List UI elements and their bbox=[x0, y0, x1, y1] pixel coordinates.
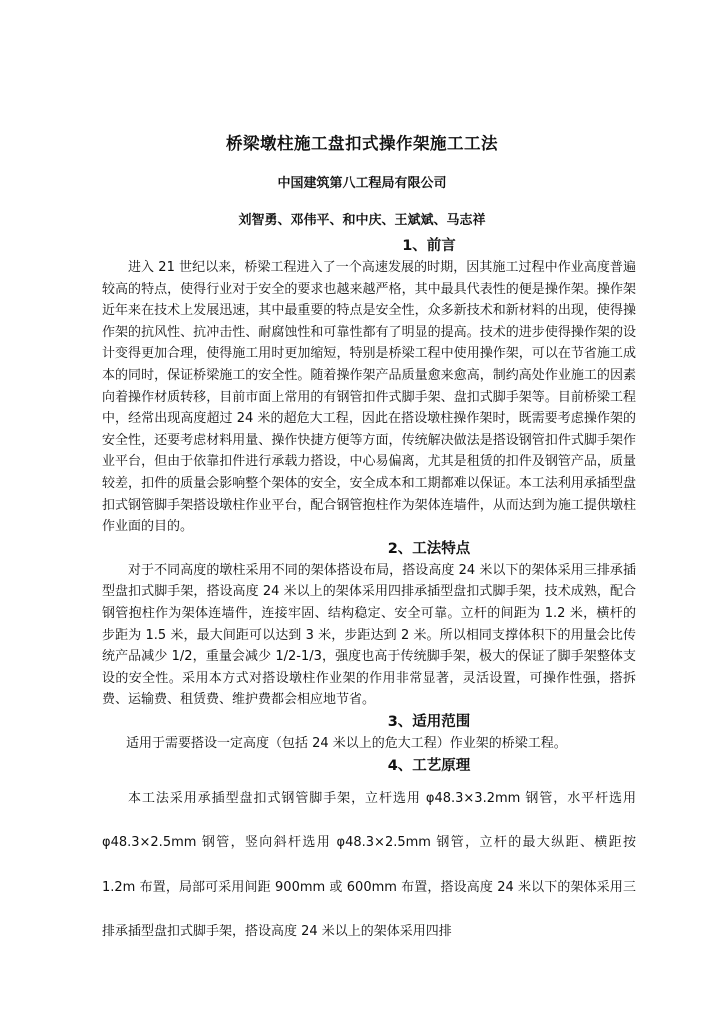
section-text-features: 对于不同高度的墩柱采用不同的架体搭设布局，搭设高度 24 米以下的架体采用三排承插型盘扣式脚手架，搭设高度 24 米以上的架体采用四排承插型盘扣式脚手架，技术成熟，配合钢管抱柱作为架体连墙件，连接牢固、结构稳定、安全可靠。立杆的间距为 1.2 米，横杆的步距为 1.5 米，最大间距可以达到 3 米，步距达到 2 米。所以相同支撑体积下的用量会比传统产品减少 1/2，重量会减少 1/2-1/3，强度也高于传统脚手架，极大的保证了脚手架整体支设的安全性。采用本方式对搭设墩柱作业架的作用非常显著，灵活设置，可操作性强，搭拆费、运输费、租赁费、维护费都会相应地节省。 bbox=[102, 562, 636, 708]
document-body bbox=[102, 235, 636, 955]
section-heading-principle: 4、工艺原理 bbox=[387, 757, 471, 774]
section-text-scope: 适用于需要搭设一定高度（包括 24 米以上的危大工程）作业架的桥梁工程。 bbox=[126, 735, 567, 751]
section-heading-features: 2、工法特点 bbox=[387, 540, 471, 557]
section-heading-scope: 3、适用范围 bbox=[387, 713, 471, 730]
section-text-preface: 进入 21 世纪以来，桥梁工程进入了一个高速发展的时期，因其施工过程中作业高度普遍较高的特点，使得行业对于安全的要求也越来越严格，其中最具代表性的便是操作架。操作架近年来在技术上发展迅速，其中最重要的特点是安全性，众多新技术和新材料的出现，使得操作架的抗风性、抗冲击性、耐腐蚀性和可靠性都有了明显的提高。技术的进步使得操作架的设计变得更加合理，使得施工用时更加缩短，特别是桥梁工程中使用操作架，可以在节省施工成本的同时，保证桥梁施工的安全性。随着操作架产品质量愈来愈高，制约高处作业施工的因素向着操作材质转移，目前市面上常用的有钢管扣件式脚手架、盘扣式脚手架等。目前桥梁工程中，经常出现高度超过 24 米的超危大工程，因此在搭设墩柱操作架时，既需要考虑操作架的安全性，还要考虑材料用量、操作快捷方便等方面，传统解决做法是搭设钢管扣件式脚手架作业平台，但由于依靠扣件进行承载力搭设，中心易偏离，尤其是租赁的扣件及钢管产品，质量较差，扣件的质量会影响整个架体的安全，安全成本和工期都难以保证。本工法利用承插型盘扣式钢管脚手架搭设墩柱作业平台，配合钢管抱柱作为架体连墙件，从而达到为施工提供墩柱作业面的目的。 bbox=[102, 260, 636, 535]
section-text-principle: 本工法采用承插型盘扣式钢管脚手架，立杆选用 φ48.3×3.2mm 钢管，水平杆选用 φ48.3×2.5mm 钢管，竖向斜杆选用 φ48.3×2.5mm 钢管，立杆的最大纵距、横距按 1.2m 布置，局部可采用间距 900mm 或 600mm 布置，搭设高度 24 米以下的架体采用三排承插型盘扣式脚手架，搭设高度 24 米以上的架体采用四排 bbox=[102, 790, 636, 940]
organization-name: 中国建筑第八工程局有限公司 bbox=[277, 176, 447, 191]
document-title: 桥梁墩柱施工盘扣式操作架施工工法 bbox=[226, 134, 498, 153]
author-list: 刘智勇、邓伟平、和中庆、王斌斌、马志祥 bbox=[238, 213, 486, 228]
section-heading-preface: 1、前言 bbox=[402, 238, 456, 254]
